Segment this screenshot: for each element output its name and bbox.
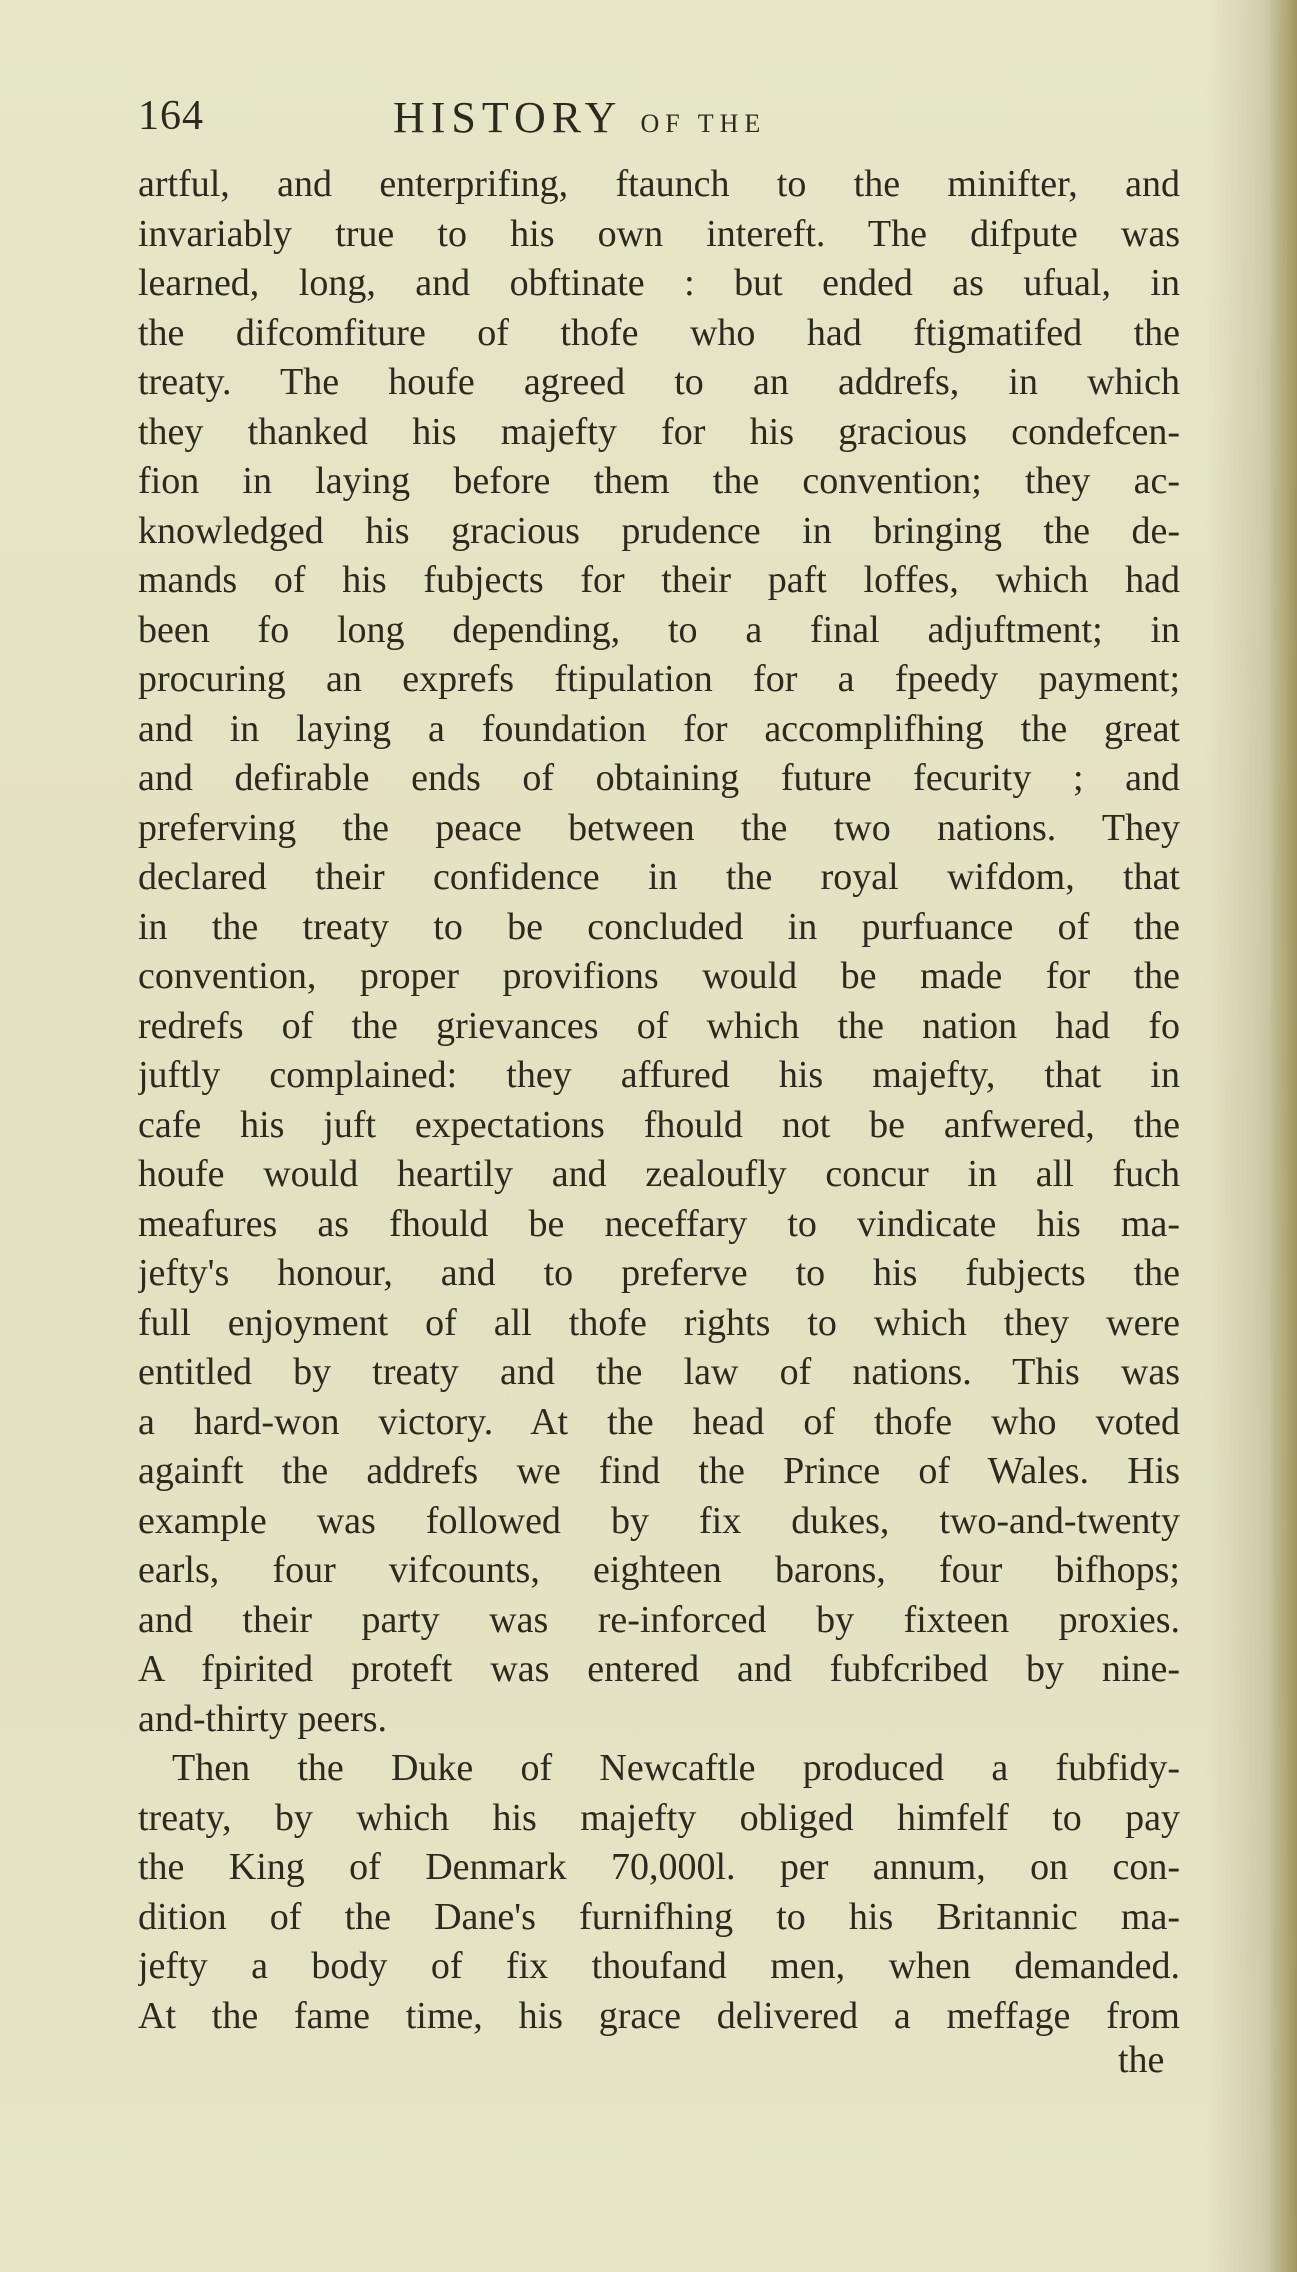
paragraph-end-line: and-thirty peers. xyxy=(138,1697,388,1740)
page-number: 164 xyxy=(138,93,204,139)
text-line: dition of the Dane's furnifhing to his Britannic ma- xyxy=(138,1895,1180,1938)
text-line: houfe would heartily and zealoufly concur in all fuch xyxy=(138,1153,1180,1195)
text-line: jefty a body of fix thoufand men, when demanded. xyxy=(138,1945,1180,1987)
text-line: in the treaty to be concluded in purfuance of the xyxy=(138,905,1180,948)
text-line: and in laying a foundation for accomplifhing the great xyxy=(138,707,1180,750)
text-line: procuring an exprefs ftipulation for a fpeedy payment; xyxy=(138,658,1180,700)
text-line: earls, four vifcounts, eighteen barons, four bifhops; xyxy=(138,1549,1180,1591)
text-line: cafe his juft expectations fhould not be anfwered, the xyxy=(138,1103,1180,1146)
text-line: mands of his fubjects for their paft loffes, which had xyxy=(138,559,1180,601)
text-line: artful, and enterprifing, ftaunch to the minifter, and xyxy=(138,163,1180,205)
text-line: At the fame time, his grace delivered a meffage from xyxy=(138,1994,1180,2037)
text-line: they thanked his majefty for his gracious condefcen- xyxy=(138,410,1180,453)
text-line: full enjoyment of all thofe rights to which they were xyxy=(138,1301,1180,1344)
paragraph-start-line: Then the Duke of Newcaftle produced a fubfidy- xyxy=(172,1747,1180,1789)
text-line: meafures as fhould be neceffary to vindicate his ma- xyxy=(138,1202,1180,1245)
text-line: invariably true to his own intereft. The difpute was xyxy=(138,212,1180,255)
running-head-subtitle: OF THE xyxy=(640,109,767,138)
text-line: and their party was re-inforced by fixteen proxies. xyxy=(138,1598,1180,1641)
text-line: preferving the peace between the two nations. They xyxy=(138,806,1180,849)
text-line: example was followed by fix dukes, two-and-twenty xyxy=(138,1499,1180,1542)
running-head-title: HISTORY xyxy=(393,93,623,142)
running-head xyxy=(393,92,766,143)
text-line: redrefs of the grievances of which the nation had fo xyxy=(138,1004,1180,1047)
text-line: entitled by treaty and the law of nations. This was xyxy=(138,1351,1180,1393)
text-line: fion in laying before them the convention; they ac- xyxy=(138,460,1180,502)
text-line: the difcomfiture of thofe who had ftigmatifed the xyxy=(138,311,1180,354)
text-line: A fpirited proteft was entered and fubfcribed by nine- xyxy=(138,1648,1180,1690)
text-line: a hard-won victory. At the head of thofe who voted xyxy=(138,1400,1180,1443)
text-line: jefty's honour, and to preferve to his fubjects the xyxy=(138,1252,1180,1294)
page-header xyxy=(138,92,1188,152)
text-line: treaty, by which his majefty obliged himfelf to pay xyxy=(138,1796,1180,1839)
page-edge-shadow xyxy=(1269,0,1297,2272)
text-line: juftly complained: they affured his majefty, that in xyxy=(138,1054,1180,1096)
text-line: againft the addrefs we find the Prince of Wales. His xyxy=(138,1450,1180,1492)
catchword: the xyxy=(1118,2039,1165,2081)
text-line: been fo long depending, to a final adjuftment; in xyxy=(138,608,1180,651)
text-line: knowledged his gracious prudence in bringing the de- xyxy=(138,509,1180,552)
text-line: convention, proper provifions would be made for the xyxy=(138,955,1180,997)
body-text xyxy=(138,160,1180,2041)
text-line: treaty. The houfe agreed to an addrefs, in which xyxy=(138,361,1180,403)
text-line: learned, long, and obftinate : but ended as ufual, in xyxy=(138,262,1180,304)
text-line: and defirable ends of obtaining future fecurity ; and xyxy=(138,757,1180,799)
text-line: declared their confidence in the royal wifdom, that xyxy=(138,856,1180,898)
text-line: the King of Denmark 70,000l. per annum, on con- xyxy=(138,1846,1180,1888)
